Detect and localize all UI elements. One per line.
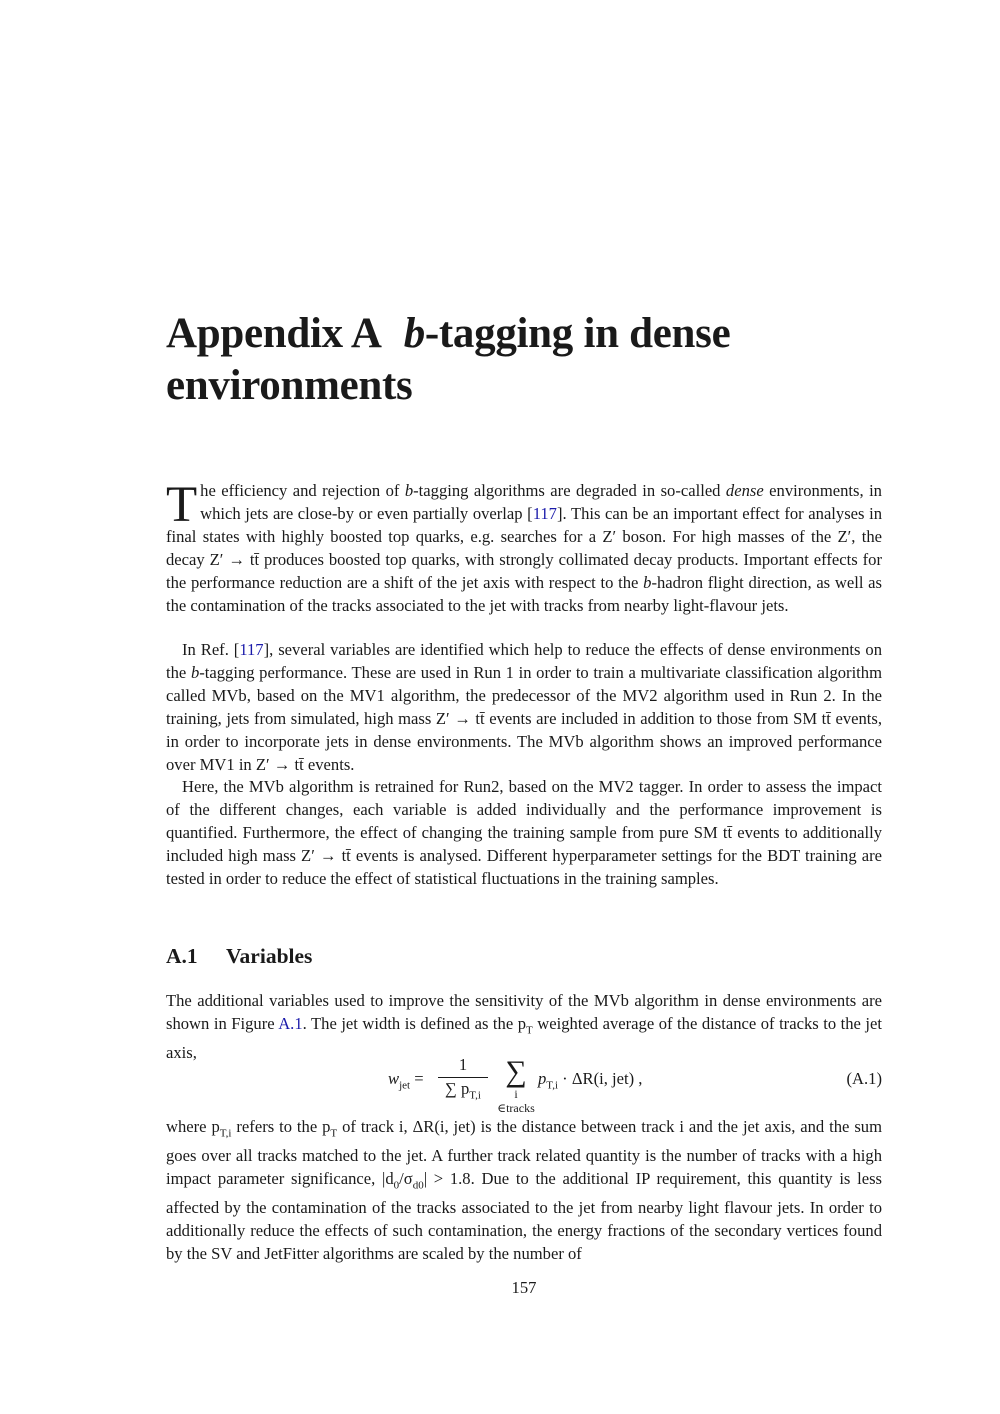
paragraph-intro-1 xyxy=(166,477,882,617)
paragraph-variables xyxy=(166,990,882,1065)
text: weighted average of the distance of tracks to the jet axis, xyxy=(166,1013,883,1063)
text: refers to the p xyxy=(231,1117,331,1136)
equation-rhs xyxy=(538,1069,642,1091)
section-number: A.1 xyxy=(166,944,198,968)
equation-label: (A.1) xyxy=(846,1069,882,1088)
fraction-bar xyxy=(438,1077,488,1078)
text: -tagging algorithms are degraded in so-called xyxy=(413,481,726,500)
subscript: 0 xyxy=(393,1179,400,1192)
figure-link[interactable]: A.1 xyxy=(278,1013,303,1033)
equation-sum xyxy=(495,1057,537,1115)
text: ∑ p xyxy=(445,1079,470,1098)
chapter-title-italic: b xyxy=(403,310,425,357)
subscript: T xyxy=(330,1127,338,1140)
text: . The jet width is defined as the p xyxy=(302,1013,527,1033)
equation-lhs xyxy=(388,1069,424,1091)
chapter-title-text: -tagging in dense environments xyxy=(166,310,731,409)
drop-cap: T xyxy=(166,477,198,533)
text: -tagging performance. These are used in Run 1 in order to train a multivariate classification algorithm called MVb, based on the MV1 algorithm, the predecessor of the MV2 algorithm used in Run 2. In the training, jets from simulated, high mass Z′ → tt̄ events are included in addition to those from SM tt̄ events, in order to incorporate jets in dense environments. The MVb algorithm shows an improved performance over MV1 in Z′ → tt̄ events. xyxy=(166,662,882,774)
text-italic: b xyxy=(404,481,414,500)
text: In Ref. [ xyxy=(182,640,240,659)
text: ], several variables are identified which help to reduce the effects of dense environments on the xyxy=(166,640,882,682)
text: The additional variables used to improve the sensitivity of the MVb algorithm in dense environments are shown in Figure xyxy=(166,991,882,1033)
text: Here, the MVb algorithm is retrained for Run2, based on the MV2 tagger. In order to assess the impact of the different changes, each variable is added individually and the performance improvement is quantified. Furthermore, the effect of changing the training sample from pure SM tt̄ events to additionally included high mass Z′ → tt̄ events is analysed. Different hyperparameter settings for the BDT training are tested in order to reduce the effect of statistical fluctuations in the training samples. xyxy=(166,777,882,888)
text: · ΔR(i, jet) , xyxy=(558,1069,643,1088)
equation-a1 xyxy=(166,1055,882,1115)
text: he efficiency and rejection of xyxy=(200,481,405,500)
text: ]. This can be an important effect for analyses in final states with highly boosted top quarks, e.g. searches for a Z′ boson. For high masses of the Z′, the decay Z′ → tt̄ produces boosted top quarks, with strongly collimated decay products. Important effects for the performance reduction are a shift of the jet axis with respect to the xyxy=(166,503,882,592)
text: where p xyxy=(166,1117,220,1136)
equation-fraction xyxy=(438,1055,488,1104)
denominator xyxy=(438,1080,488,1104)
section-title: Variables xyxy=(226,944,313,968)
text-italic: dense xyxy=(725,481,764,500)
citation-link[interactable]: 117 xyxy=(239,640,264,659)
citation-link[interactable]: 117 xyxy=(532,503,557,523)
text: /σ xyxy=(399,1169,413,1189)
text: w xyxy=(388,1069,400,1088)
numerator: 1 xyxy=(458,1055,468,1074)
sum-limit: i ∈tracks xyxy=(497,1087,535,1115)
chapter-number: Appendix A xyxy=(166,310,382,357)
page-number: 157 xyxy=(511,1278,537,1297)
text: p xyxy=(538,1069,547,1088)
text-italic: b xyxy=(190,662,200,682)
subscript: T,i xyxy=(469,1089,481,1102)
text: -hadron flight direction, as well as the contamination of the tracks associated to the jet with tracks from nearby light-flavour jets. xyxy=(166,572,882,615)
subscript: T,i xyxy=(546,1079,559,1092)
text: | > 1.8. Due to the additional IP requirement, this quantity is less affected by the contamination of the tracks associated to the jet from nearby light flavour jets. In order to additionally reduce the effects of such contamination, the energy fractions of the secondary vertices found by the SV and JetFitter algorithms are scaled by the number of xyxy=(166,1169,883,1264)
subscript: T,i xyxy=(219,1127,232,1140)
text: environments, in which jets are close-by or even partially overlap [ xyxy=(200,481,882,523)
sum-symbol: ∑ xyxy=(505,1055,527,1088)
subscript: jet xyxy=(399,1079,411,1092)
subscript: d0 xyxy=(412,1179,424,1192)
text: of track i, ΔR(i, jet) is the distance between track i and the jet axis, and the sum goes over all tracks matched to the jet. A further track related quantity is the number of tracks with a high impact parameter significance, |d xyxy=(166,1117,882,1189)
section-heading xyxy=(166,944,312,969)
text-italic: b xyxy=(643,572,652,592)
subscript: T xyxy=(526,1024,533,1037)
text: = xyxy=(410,1069,424,1088)
chapter-title xyxy=(166,308,882,412)
paragraph-intro-2 xyxy=(166,639,882,776)
paragraph-variables-2 xyxy=(166,1116,882,1266)
paragraph-intro-3 xyxy=(166,776,882,891)
